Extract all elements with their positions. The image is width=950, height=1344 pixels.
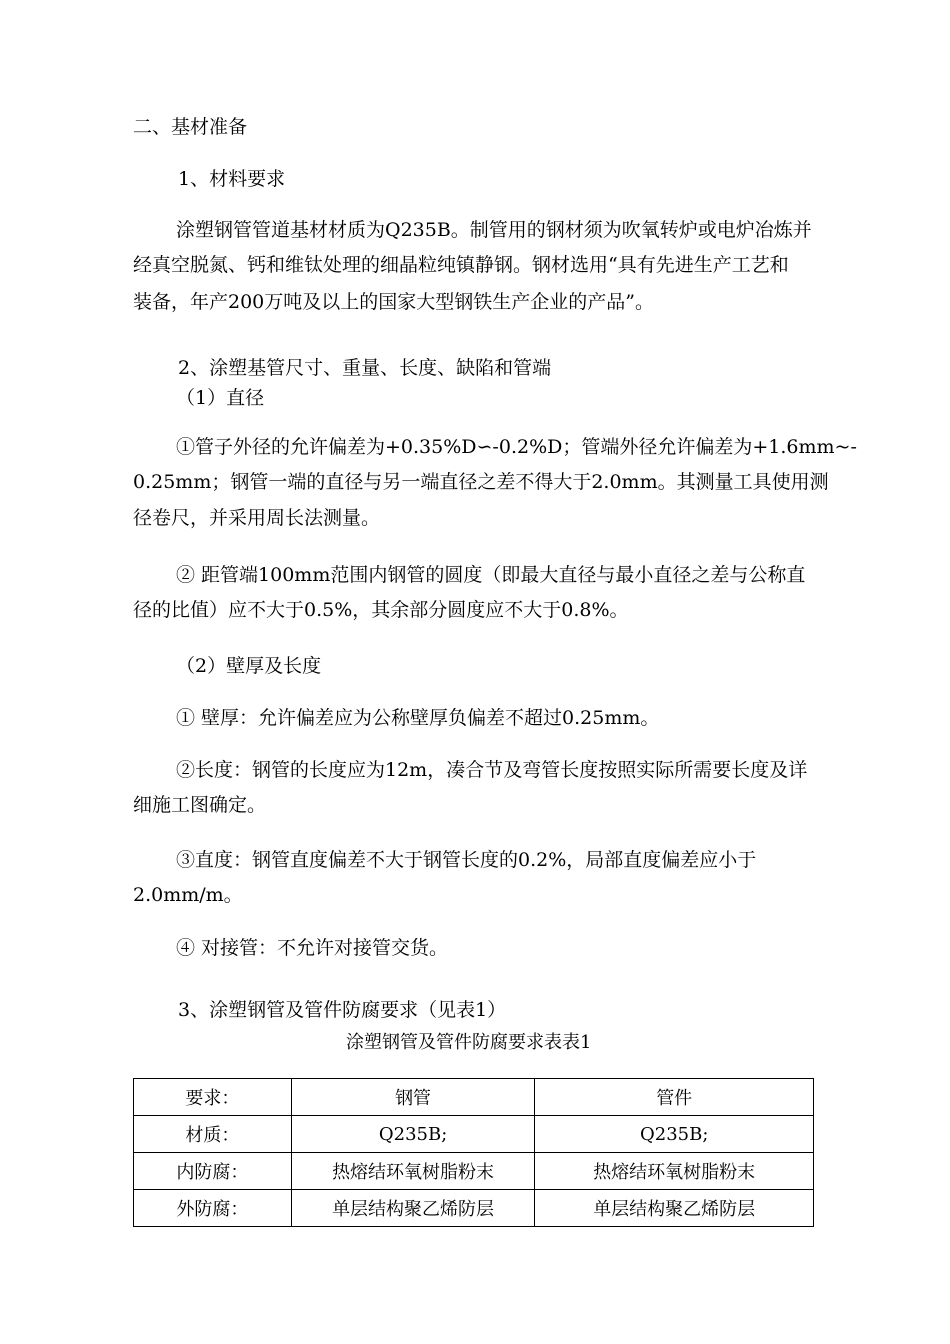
- subsection-heading-dimensions: 2、涂塑基管尺寸、重量、长度、缺陷和管端: [178, 357, 552, 379]
- table-cell: 内防腐：: [134, 1153, 292, 1190]
- table-cell: 单层结构聚乙烯防层: [535, 1190, 814, 1227]
- table-row: [134, 1190, 814, 1227]
- paragraph-line: ③直度：钢管直度偏差不大于钢管长度的0.2%，局部直度偏差应小于: [176, 849, 757, 871]
- item-heading-diameter: （1）直径: [176, 387, 265, 409]
- table-cell: 外防腐：: [134, 1190, 292, 1227]
- table-header-row: [134, 1079, 814, 1116]
- paragraph-line: ② 距管端100mm范围内钢管的圆度（即最大直径与最小直径之差与公称直: [176, 564, 806, 586]
- table-cell: Q235B;: [291, 1116, 535, 1153]
- subsection-heading-materials: 1、材料要求: [178, 168, 286, 190]
- section-heading: 二、基材准备: [133, 116, 248, 138]
- paragraph-line: 经真空脱氮、钙和维钛处理的细晶粒纯镇静钢。钢材选用“具有先进生产工艺和: [133, 254, 789, 276]
- table-row: [134, 1116, 814, 1153]
- paragraph-line: 2.0mm/m。: [133, 884, 243, 906]
- paragraph-line: 径卷尺，并采用周长法测量。: [133, 507, 381, 529]
- table-cell: 热熔结环氧树脂粉末: [535, 1153, 814, 1190]
- paragraph-line: 装备，年产200万吨及以上的国家大型钢铁生产企业的产品”。: [133, 291, 654, 313]
- paragraph-line: 径的比值）应不大于0.5%，其余部分圆度应不大于0.8%。: [133, 599, 629, 621]
- table-header-cell: 钢管: [291, 1079, 535, 1116]
- paragraph-line: 涂塑钢管管道基材材质为Q235B。制管用的钢材须为吹氧转炉或电炉冶炼并: [176, 219, 812, 241]
- table-cell: 单层结构聚乙烯防层: [291, 1190, 535, 1227]
- table-cell: 热熔结环氧树脂粉末: [291, 1153, 535, 1190]
- paragraph-line: 细施工图确定。: [133, 794, 267, 816]
- anticorrosion-requirements-table: [133, 1078, 814, 1227]
- paragraph-butt-joint: ④ 对接管：不允许对接管交货。: [176, 937, 449, 959]
- paragraph-wall-thickness: ① 壁厚：允许偏差应为公称壁厚负偏差不超过0.25mm。: [176, 707, 660, 729]
- subsection-heading-anticorrosion: 3、涂塑钢管及管件防腐要求（见表1）: [178, 999, 507, 1021]
- table-header-cell: 管件: [535, 1079, 814, 1116]
- table-caption: 涂塑钢管及管件防腐要求表表1: [346, 1032, 592, 1053]
- table-header-cell: 要求：: [134, 1079, 292, 1116]
- table-cell: 材质：: [134, 1116, 292, 1153]
- paragraph-line: 0.25mm；钢管一端的直径与另一端直径之差不得大于2.0mm。其测量工具使用测: [133, 471, 829, 493]
- paragraph-line: ①管子外径的允许偏差为+0.35%D∽-0.2%D；管端外径允许偏差为+1.6mm~-: [176, 436, 857, 458]
- table-cell: Q235B;: [535, 1116, 814, 1153]
- item-heading-wall-thickness: （2）壁厚及长度: [176, 655, 322, 677]
- table-row: [134, 1153, 814, 1190]
- paragraph-line: ②长度：钢管的长度应为12m，凑合节及弯管长度按照实际所需要长度及详: [176, 759, 808, 781]
